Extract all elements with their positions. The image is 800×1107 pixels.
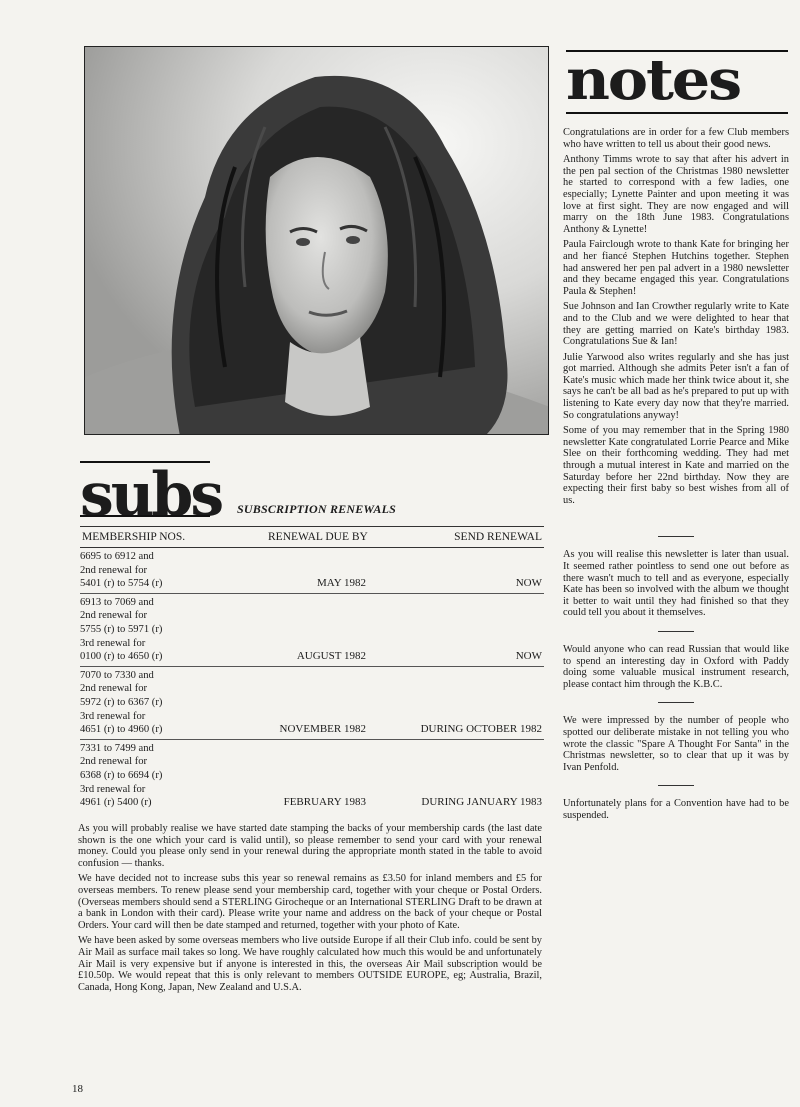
nos-line: 6913 to 7069 and	[80, 596, 154, 608]
subs-paragraph: We have decided not to increase subs this year so renewal remains as £3.50 for inland members and £5 for overseas members. To renew please send your membership card, together with your cheque or Postal Orders. (Overseas members should send a STERLING Girocheque or an International STERLING Draft to be drawn at a bank in London with their card). Please write your name and address on the back of your cheque or Postal Orders. Your card will then be date stamped and returned, together with your photo of Kate.	[78, 873, 542, 931]
deliberate-mistake-note: We were impressed by the number of people who spotted our deliberate mistake in not telling you who wrote the classic "Spare A Thought For Santa" in the Christmas newsletter, so to clear that up it was by Ivan Penfold.	[563, 715, 789, 773]
section-divider	[658, 631, 694, 632]
nos-line: 7070 to 7330 and	[80, 669, 154, 681]
send-renewal-cell: NOW	[515, 577, 542, 590]
nos-line: 5401 (r) to 5754 (r)	[80, 578, 163, 590]
notes-paragraph: Some of you may remember that in the Spring 1980 newsletter Kate congratulated Lorrie Pearce and Mike Slee on their forthcoming wedding. They had met through a mutual interest in Kate and married on the Saturday before her 22nd birthday. Now they are expecting their first baby so best wishes from all of us.	[563, 425, 789, 506]
notes-paragraph: Congratulations are in order for a few Club members who have written to tell us about their good news.	[563, 127, 789, 150]
nos-line: 7331 to 7499 and	[80, 742, 154, 754]
section-divider	[658, 536, 694, 537]
renewal-due-cell: NOVEMBER 1982	[279, 723, 366, 736]
nos-line: 5972 (r) to 6367 (r)	[80, 696, 163, 708]
membership-nos-cell	[80, 740, 250, 812]
page-number: 18	[72, 1083, 83, 1095]
section-divider	[658, 785, 694, 786]
subs-paragraph: As you will probably realise we have started date stamping the backs of your membership cards (the last date shown is the one which your card is valid until), so please remember to send your card with your renewal money. Could you please only send in your renewal during the appropriate month stated in the table to avoid confusion — thanks.	[78, 823, 542, 869]
nos-line: 2nd renewal for	[80, 756, 148, 768]
membership-nos-cell	[80, 594, 250, 666]
header-send-renewal: SEND RENEWAL	[454, 531, 542, 543]
section-divider	[658, 702, 694, 703]
newsletter-late-note: As you will realise this newsletter is later than usual. It seemed rather pointless to send one out before as there wasn't much to tell and as everyone, especially Kate has been so involved with the album we thought it better to wait until they had finished so that they could tell you about it themselves.	[563, 549, 789, 619]
nos-line: 2nd renewal for	[80, 683, 148, 695]
send-renewal-cell: DURING JANUARY 1983	[421, 796, 542, 809]
table-row	[80, 594, 544, 667]
notes-bottom-rule	[566, 112, 788, 114]
subs-paragraph: We have been asked by some overseas members who live outside Europe if all their Club info. could be sent by Air Mail as surface mail takes so long. We have roughly calculated how much this would be and unfortunately Air Mail is very expensive but if anyone is interested in this, the overseas Air Mail subscription would be £10.50p. We would repeat that this is only relevant to members OUTSIDE EUROPE, eg; Australia, Brazil, Canada, Hong Kong, Japan, New Zealand and U.S.A.	[78, 935, 542, 993]
nos-line: 3rd renewal for	[80, 783, 146, 795]
table-row	[80, 548, 544, 594]
renewal-due-cell: MAY 1982	[316, 577, 366, 590]
membership-nos-cell	[80, 667, 250, 739]
subs-heading: subs	[80, 460, 222, 530]
subs-bottom-rule	[80, 515, 210, 517]
send-renewal-cell: DURING OCTOBER 1982	[420, 723, 542, 736]
russian-request-note: Would anyone who can read Russian that would like to spend an interesting day in Oxford with Paddy doing some valuable musical instrument research, please contact him through the K.B.C.	[563, 643, 789, 690]
table-row	[80, 740, 544, 812]
renewal-due-cell: AUGUST 1982	[296, 650, 366, 663]
renewal-table	[80, 526, 544, 812]
convention-note: Unfortunately plans for a Convention have had to be suspended.	[563, 798, 789, 821]
subs-body	[78, 823, 542, 997]
notes-paragraph: Paula Fairclough wrote to thank Kate for bringing her and her fiancé Stephen Hutchins together. Stephen had answered her pen pal advert in a 1980 newsletter and they became engaged this year. Congratulations Paula & Stephen!	[563, 239, 789, 297]
header-membership-nos: MEMBERSHIP NOS.	[82, 531, 186, 543]
table-row	[80, 667, 544, 740]
nos-line: 3rd renewal for	[80, 637, 146, 649]
table-header	[80, 526, 544, 548]
nos-line: 3rd renewal for	[80, 710, 146, 722]
notes-paragraph: Anthony Timms wrote to say that after his advert in the pen pal section of the Christmas 1980 newsletter he started to correspond with a few ladies, one especially; Lynette Painter and upon meeting it was love at first sight. They are now engaged and will marry on the 18th June 1983. Congratulations Anthony & Lynette!	[563, 154, 789, 235]
nos-line: 6368 (r) to 6694 (r)	[80, 769, 163, 781]
nos-line: 2nd renewal for	[80, 564, 148, 576]
nos-line: 4961 (r) 5400 (r)	[80, 797, 152, 809]
send-renewal-cell: NOW	[515, 650, 542, 663]
notes-paragraph: Julie Yarwood also writes regularly and she has just got married. Although she admits Peter isn't a fan of Kate's music which made her think twice about it, she says he can't be all bad as he's prepared to put up with listening to Kate every day now that they're married. So congratulations anyway!	[563, 351, 789, 421]
nos-line: 4651 (r) to 4960 (r)	[80, 724, 163, 736]
nos-line: 6695 to 6912 and	[80, 551, 154, 562]
portrait-photo	[84, 46, 549, 435]
nos-line: 5755 (r) to 5971 (r)	[80, 623, 163, 635]
notes-paragraph: Sue Johnson and Ian Crowther regularly write to Kate and to the Club and we were delighted to hear that they are getting married on Kate's birthday 1983. Congratulations Sue & Ian!	[563, 301, 789, 348]
renewal-due-cell: FEBRUARY 1983	[283, 796, 366, 809]
membership-nos-cell	[80, 548, 250, 593]
notes-column	[563, 127, 789, 826]
subscription-renewals-title: SUBSCRIPTION RENEWALS	[237, 502, 397, 516]
notes-heading: notes	[566, 47, 740, 113]
nos-line: 2nd renewal for	[80, 610, 148, 622]
header-renewal-due-by: RENEWAL DUE BY	[268, 531, 368, 543]
portrait-illustration	[85, 47, 549, 435]
nos-line: 0100 (r) to 4650 (r)	[80, 651, 163, 663]
